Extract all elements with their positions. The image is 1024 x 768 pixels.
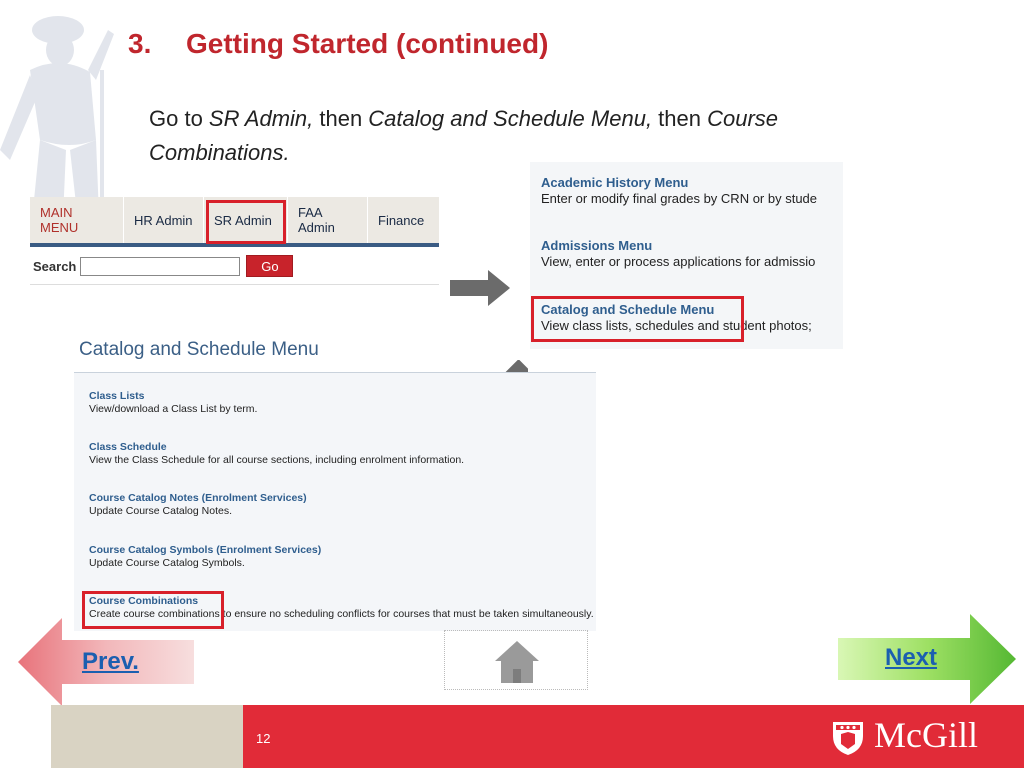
menu-item-desc: Enter or modify final grades by CRN or by stude xyxy=(541,191,818,206)
menu-item-desc: View class lists, schedules and student photos; xyxy=(541,318,812,333)
tab-finance[interactable]: Finance xyxy=(378,212,425,228)
catalog-item-class-lists[interactable] xyxy=(89,390,257,416)
catalog-item-desc: Update Course Catalog Symbols. xyxy=(89,557,245,569)
catalog-item-title: Class Lists xyxy=(89,390,145,402)
catalog-item-catalog-symbols[interactable] xyxy=(89,544,321,570)
menu-item-academic-history[interactable] xyxy=(541,175,817,207)
instr-part2: then xyxy=(313,106,369,131)
menu-item-title: Catalog and Schedule Menu xyxy=(541,302,715,317)
catalog-item-desc: Update Course Catalog Notes. xyxy=(89,505,232,517)
arrow-right-icon xyxy=(450,270,510,306)
catalog-item-title: Course Catalog Symbols (Enrolment Services) xyxy=(89,544,322,556)
search-input[interactable] xyxy=(80,257,240,276)
instr-course-combinations: Course Combinations. xyxy=(149,106,779,165)
tab-sr-admin[interactable]: SR Admin xyxy=(204,197,288,243)
instr-part3: then xyxy=(652,106,708,131)
catalog-item-desc: Create course combinations to ensure no scheduling conflicts for courses that must be taken simultaneously. xyxy=(89,608,594,620)
catalog-item-title: Course Catalog Notes (Enrolment Services) xyxy=(89,492,307,504)
home-icon xyxy=(493,639,541,685)
top-nav-screenshot xyxy=(30,197,439,287)
catalog-menu-screenshot xyxy=(74,372,596,631)
catalog-item-title: Class Schedule xyxy=(89,441,167,453)
menu-item-desc: View, enter or process applications for admissio xyxy=(541,254,816,269)
slide-title-text: Getting Started (continued) xyxy=(186,28,549,59)
instr-catalog-menu: Catalog and Schedule Menu, xyxy=(368,106,653,131)
instr-sr-admin: SR Admin, xyxy=(208,106,314,131)
instr-part1: Go to xyxy=(149,106,209,131)
menu-item-title: Admissions Menu xyxy=(541,238,653,253)
next-button[interactable]: Next xyxy=(885,644,938,671)
catalog-item-catalog-notes[interactable] xyxy=(89,492,307,518)
home-button[interactable] xyxy=(444,630,588,690)
slide-number: 3. xyxy=(128,28,152,59)
catalog-menu-title: Catalog and Schedule Menu xyxy=(79,339,319,360)
mcgill-logo-text: McGill xyxy=(874,715,978,755)
search-row xyxy=(33,255,293,277)
sr-admin-menu-screenshot xyxy=(530,162,843,349)
catalog-item-desc: View/download a Class List by term. xyxy=(89,403,258,415)
slide-title xyxy=(128,28,548,60)
catalog-item-desc: View the Class Schedule for all course sections, including enrolment information. xyxy=(89,454,465,466)
menu-item-title: Academic History Menu xyxy=(541,175,689,190)
go-button[interactable]: Go xyxy=(246,255,293,277)
catalog-menu-highlight xyxy=(531,296,744,342)
divider xyxy=(30,284,439,285)
catalog-item-class-schedule[interactable] xyxy=(89,441,464,467)
tab-hr-admin[interactable]: HR Admin xyxy=(124,197,204,243)
mcgill-crest-icon xyxy=(831,716,865,756)
tab-faa-admin[interactable]: FAA Admin xyxy=(288,197,368,243)
page-number: 12 xyxy=(256,731,271,746)
catalog-item-title: Course Combinations xyxy=(89,595,199,607)
menu-item-admissions[interactable] xyxy=(541,238,815,270)
search-label: Search xyxy=(33,258,77,274)
sr-admin-highlight xyxy=(206,200,286,244)
footer-tan-block xyxy=(51,705,243,768)
prev-button[interactable]: Prev. xyxy=(82,648,139,675)
tab-main-menu[interactable]: MAIN MENU xyxy=(30,197,124,243)
instruction-text xyxy=(149,102,909,170)
